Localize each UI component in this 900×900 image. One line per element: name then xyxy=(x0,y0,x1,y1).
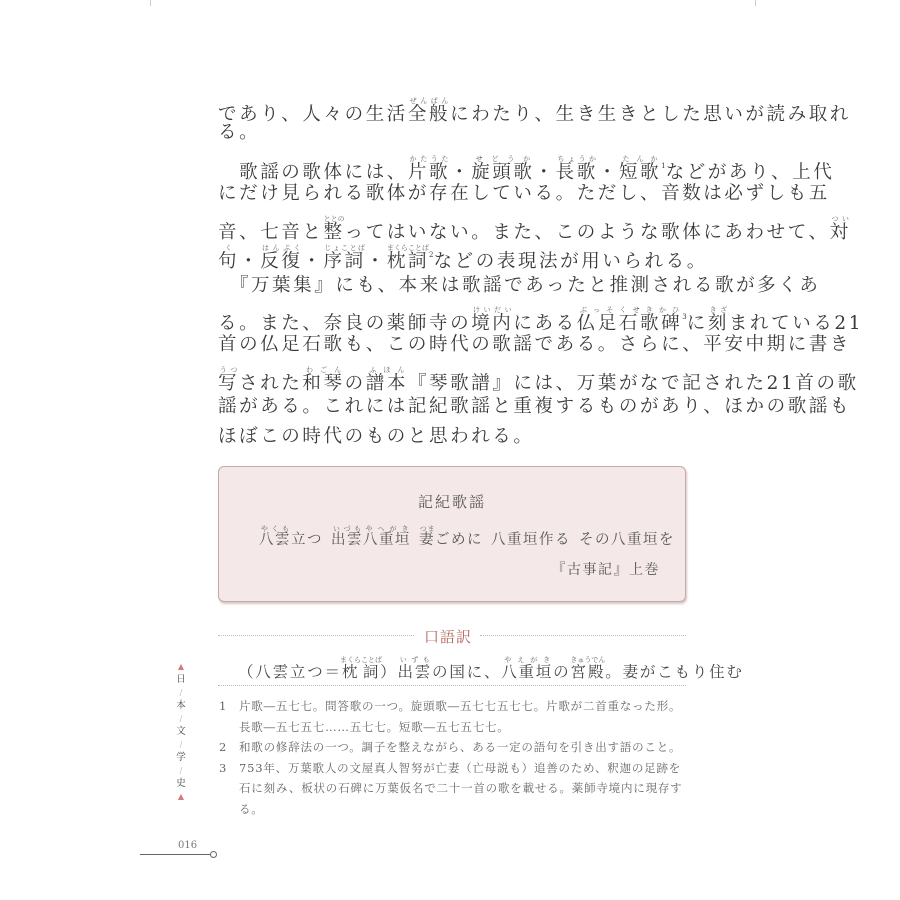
text-run: の xyxy=(553,663,571,681)
side-label-char: 学 xyxy=(176,752,186,763)
furigana: ふほん xyxy=(365,366,408,374)
dotted-divider xyxy=(218,685,686,686)
page-rule xyxy=(140,854,212,855)
text-run: 『万葉集』にも、本来は歌謡であったと推測される歌が多くあ xyxy=(218,275,821,296)
footnote-line xyxy=(219,739,681,755)
furigana: まくらことば xyxy=(339,656,382,664)
furigana: いずも xyxy=(397,656,433,664)
dotted-divider xyxy=(480,635,686,636)
ruby-base: 全般 xyxy=(407,104,451,125)
text-run: ・ xyxy=(450,162,472,183)
ruby-word xyxy=(707,306,729,334)
side-section-label xyxy=(174,660,188,803)
footnote-text: 片歌―五七七。問答歌の一つ。旋頭歌―五七七五七七。片歌が二首重なった形。 xyxy=(239,699,682,713)
side-label-char: 史 xyxy=(176,778,186,789)
text-run: ほぼこの時代のものと思われる。 xyxy=(218,426,535,447)
text-run: ・ xyxy=(302,251,324,272)
poem-phrase xyxy=(579,532,675,548)
ruby-base: 短歌 xyxy=(618,162,662,183)
ruby-word xyxy=(323,215,345,243)
text-run: の国に、 xyxy=(432,663,502,681)
furigana: いづも xyxy=(331,525,363,533)
poem-source: 『古事記』上巻 xyxy=(551,562,660,578)
furigana: けいだい xyxy=(471,306,514,314)
text-run: 立つ xyxy=(291,532,323,548)
ruby-word xyxy=(218,244,240,272)
text-run: に xyxy=(686,313,708,334)
ruby-base: 出雲 xyxy=(331,532,363,548)
poem-box-title: 記紀歌謡 xyxy=(417,493,486,511)
body-line xyxy=(218,215,851,243)
text-run: 。妻がこもり住む xyxy=(605,663,744,681)
furigana: やえがき xyxy=(501,656,554,664)
side-label-char: 文 xyxy=(176,726,186,737)
ruby-word xyxy=(302,366,345,394)
furigana: まくらことば xyxy=(386,244,430,252)
body-line xyxy=(218,306,863,334)
ruby-base: 刻 xyxy=(707,313,729,334)
furigana: かたうた xyxy=(407,155,451,163)
ruby-base: 対 xyxy=(829,222,851,243)
furigana: く xyxy=(218,244,240,252)
ruby-base: 妻 xyxy=(419,532,435,548)
text-run: 八重垣作る xyxy=(491,532,571,548)
furigana: はんぷく xyxy=(260,244,303,252)
text-run: ・ xyxy=(239,251,261,272)
text-run: 謡がある。これには記紀歌謡と重複するものがあり、ほかの歌謡も xyxy=(218,396,852,417)
ruby-base: 長歌 xyxy=(555,162,598,183)
footnote-line xyxy=(219,698,681,714)
furigana: じょことば xyxy=(323,244,366,252)
furigana: ぜんぱん xyxy=(407,97,451,105)
footnote-text: る。 xyxy=(239,801,264,816)
ruby-word xyxy=(331,525,363,548)
text-run: にわたり、生き生きとした思いが読み取れ xyxy=(450,104,852,125)
ruby-base: 八重垣 xyxy=(501,663,554,681)
furigana: せどうか xyxy=(471,155,535,163)
footnote-ref: 3 xyxy=(682,313,687,321)
furigana: やへがき xyxy=(363,525,411,533)
poem-phrase xyxy=(491,532,571,548)
text-run: ・ xyxy=(365,251,387,272)
ruby-base: 境内 xyxy=(471,313,514,334)
ruby-base: 譜本 xyxy=(365,373,408,394)
ruby-word xyxy=(218,366,240,394)
furigana: わごん xyxy=(302,366,345,374)
footnote-text: 753年、万葉歌人の文屋真人智努が亡妻（亡母説も）追善のため、釈迦の足跡を xyxy=(239,760,682,775)
poem-phrase xyxy=(259,525,323,548)
body-line xyxy=(218,398,851,417)
ruby-base: 枕詞 xyxy=(386,251,430,272)
ruby-word xyxy=(407,97,451,125)
body-line xyxy=(218,366,859,394)
body-line xyxy=(218,124,260,143)
side-label-char: 日 xyxy=(176,674,186,685)
text-run: まれている21 xyxy=(728,313,864,334)
ruby-base: 旋頭歌 xyxy=(471,162,535,183)
text-run: された xyxy=(239,373,303,394)
text-run: ってはいない。また、このような歌体にあわせて、 xyxy=(344,222,830,243)
body-line xyxy=(218,244,708,272)
ruby-base: 写 xyxy=(218,373,240,394)
text-run: 歌謡の歌体には、 xyxy=(218,162,408,183)
footnote-number: 1 xyxy=(219,699,228,713)
text-run: 『琴歌譜』には、万葉がなで記された21首の歌 xyxy=(407,373,859,394)
furigana: きゅうでん xyxy=(570,656,606,664)
text-run: ・ xyxy=(597,162,619,183)
ruby-word xyxy=(501,656,554,681)
text-run: にある xyxy=(513,313,577,334)
ruby-word xyxy=(829,215,851,243)
footnote-line xyxy=(219,760,681,776)
page-number: 016 xyxy=(178,840,198,851)
furigana: やくも xyxy=(259,525,291,533)
slash-separator: / xyxy=(179,714,183,723)
poem-phrase xyxy=(331,525,411,548)
body-line xyxy=(218,277,820,296)
dotted-divider xyxy=(218,635,414,636)
ruby-base: 宮殿 xyxy=(570,663,606,681)
ruby-base: 枕詞 xyxy=(339,663,382,681)
ruby-word xyxy=(386,244,430,272)
ruby-word xyxy=(323,244,366,272)
footnote-text: 石に刻み、板状の石碑に万葉仮名で二十一首の歌を載せる。薬師寺境内に現存す xyxy=(239,781,683,795)
ruby-word xyxy=(471,306,514,334)
text-run: る。また、奈良の薬師寺の xyxy=(218,313,472,334)
text-run: 音、七音と xyxy=(218,222,324,243)
text-run: （八雲立つ＝ xyxy=(238,663,342,681)
poem-text xyxy=(259,525,675,549)
translation-text xyxy=(238,656,744,682)
text-run: ごめに xyxy=(435,532,483,548)
furigana: ぶっそくせきかひ xyxy=(576,306,683,314)
footnote-text: 和歌の修辞法の一つ。調子を整えながら、ある一定の語句を引き出す語のこと。 xyxy=(239,740,682,754)
furigana: ちょうか xyxy=(555,155,598,163)
ruby-word xyxy=(260,244,303,272)
ruby-word xyxy=(397,656,433,681)
ruby-word xyxy=(419,525,435,548)
text-run: にだけ見られる歌体が存在している。ただし、音数は必ずしも五 xyxy=(218,183,830,204)
text-run: 首の仏足石歌も、この時代の歌謡である。さらに、平安中期に書き xyxy=(218,334,852,355)
text-run: その八重垣を xyxy=(579,532,675,548)
footnote-line xyxy=(219,719,510,735)
ruby-base: 反復 xyxy=(260,251,303,272)
translation-label: 口語訳 xyxy=(424,628,473,646)
side-label-char: 本 xyxy=(176,700,186,711)
body-line xyxy=(218,155,834,183)
body-line xyxy=(218,428,535,447)
ruby-word xyxy=(365,366,408,394)
ruby-base: 八重垣 xyxy=(363,532,411,548)
poem-box xyxy=(218,466,686,602)
text-run: ・ xyxy=(534,162,556,183)
ruby-base: 出雲 xyxy=(397,663,433,681)
translation-header xyxy=(218,626,686,644)
ruby-base: 八雲 xyxy=(259,532,291,548)
text-run: などがあり、上代 xyxy=(665,162,835,183)
text-run: ） xyxy=(380,663,398,681)
triangle-ornament-icon: ▲ xyxy=(177,792,185,801)
page-rule-dot xyxy=(210,851,217,858)
body-line xyxy=(218,185,830,204)
ruby-base: 仏足石歌碑 xyxy=(576,313,683,334)
ruby-base: 句 xyxy=(218,251,240,272)
ruby-word xyxy=(407,155,451,183)
furigana: つま xyxy=(419,525,435,533)
ruby-base: 序詞 xyxy=(323,251,366,272)
furigana: たんか xyxy=(618,155,662,163)
ruby-word xyxy=(555,155,598,183)
furigana: きざ xyxy=(707,306,729,314)
footnote-number: 2 xyxy=(219,740,228,754)
slash-separator: / xyxy=(179,740,183,749)
text-run: の xyxy=(344,373,366,394)
triangle-ornament-icon: ▲ xyxy=(177,662,185,671)
ruby-base: 整 xyxy=(323,222,345,243)
text-run: などの表現法が用いられる。 xyxy=(433,251,708,272)
footnote-number: 3 xyxy=(219,760,228,775)
footnote-line xyxy=(219,780,683,796)
poem-phrase xyxy=(419,525,483,548)
footnote-ref: 1 xyxy=(661,162,666,170)
furigana: つい xyxy=(829,215,851,223)
slash-separator: / xyxy=(179,766,183,775)
ruby-base: 片歌 xyxy=(407,162,451,183)
ruby-word xyxy=(339,656,382,681)
body-line xyxy=(218,97,851,125)
text-run: であり、人々の生活 xyxy=(218,104,408,125)
slash-separator: / xyxy=(179,688,183,697)
ruby-base: 和琴 xyxy=(302,373,345,394)
furigana: うつ xyxy=(218,366,240,374)
ruby-word xyxy=(570,656,606,681)
ruby-word xyxy=(471,155,535,183)
ruby-word xyxy=(576,306,683,334)
furigana: ととの xyxy=(323,215,345,223)
footnote-line xyxy=(219,801,264,817)
footnote-ref: 2 xyxy=(429,251,434,259)
ruby-word xyxy=(618,155,662,183)
ruby-word xyxy=(363,525,411,548)
ruby-word xyxy=(259,525,291,548)
text-run: る。 xyxy=(218,122,261,143)
footnote-text: 長歌―五七五七……五七七。短歌―五七五七七。 xyxy=(239,719,510,734)
body-line xyxy=(218,336,851,355)
